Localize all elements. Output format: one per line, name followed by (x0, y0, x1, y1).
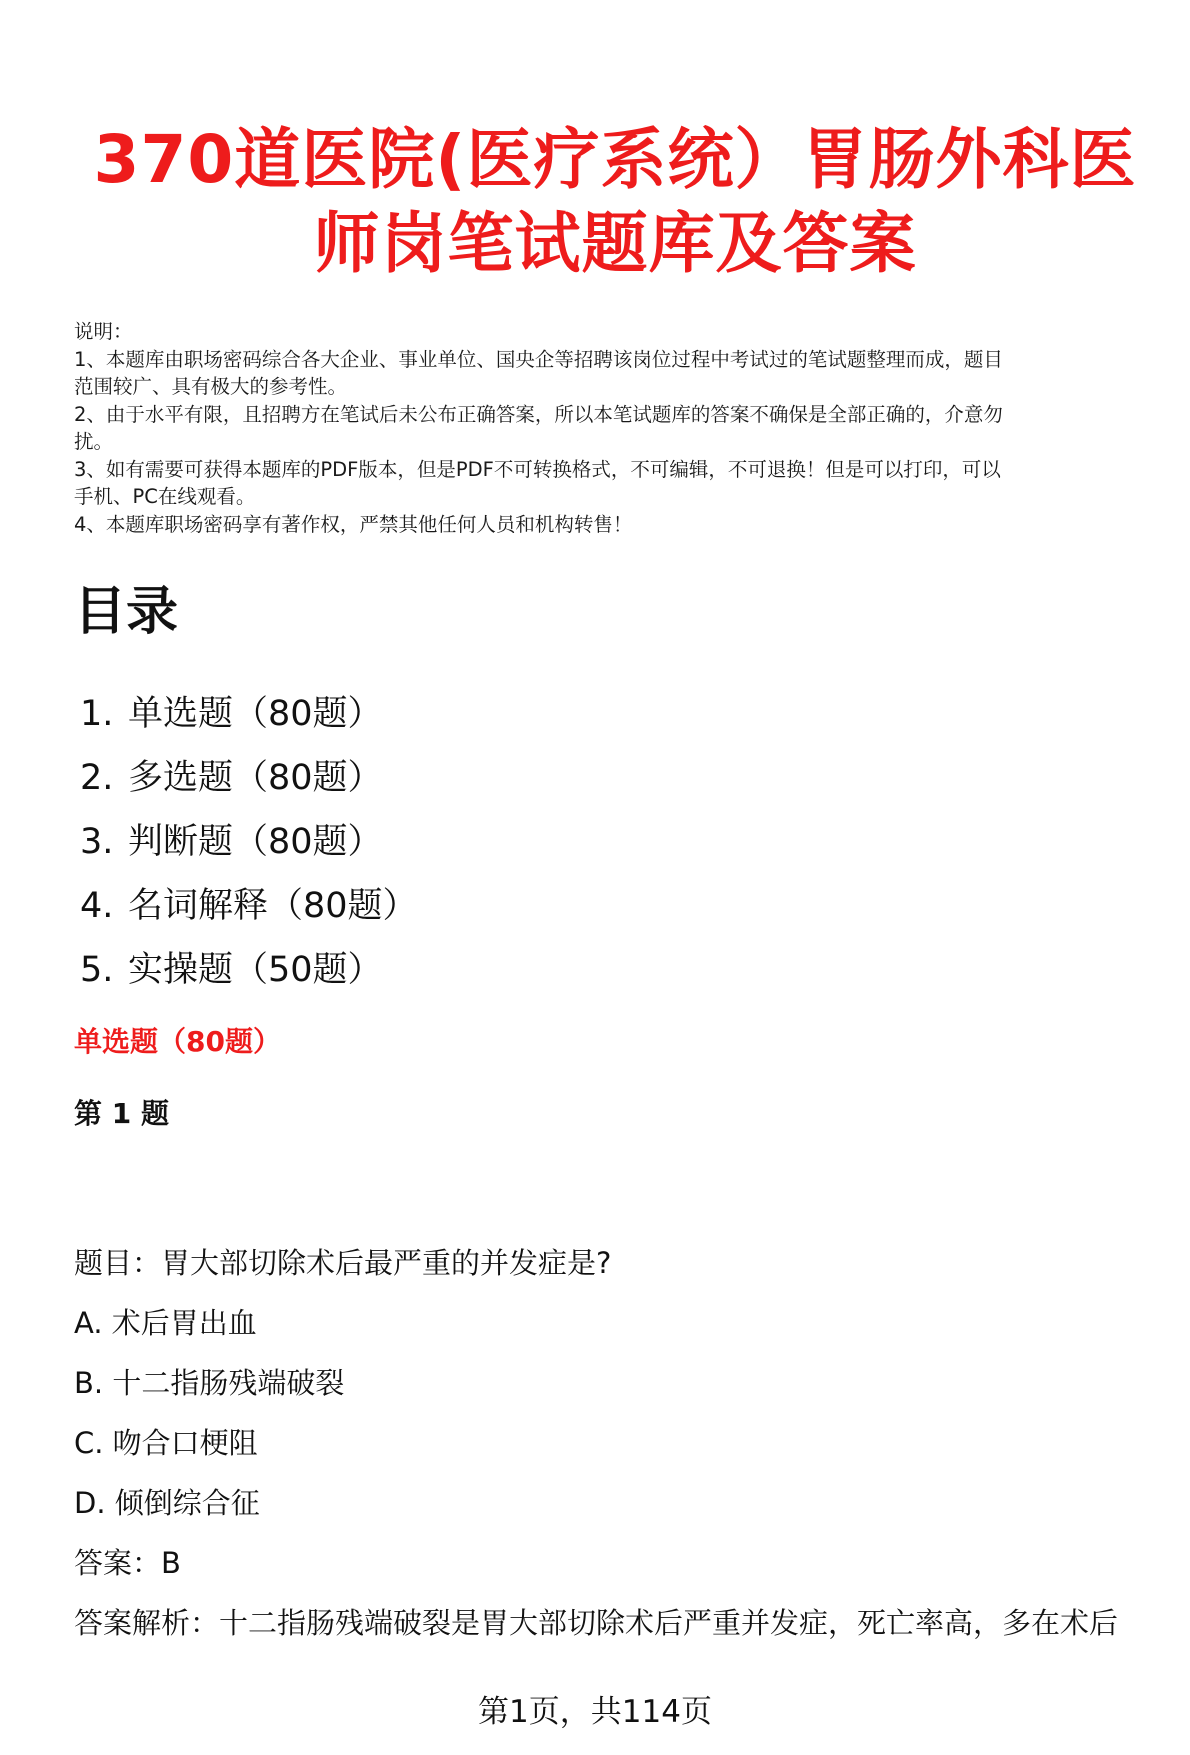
question-number: 第 1 题 (74, 1097, 169, 1130)
toc-item-label: 名词解释（80题） (128, 886, 418, 926)
option-d: D. 倾倒综合征 (74, 1486, 260, 1520)
toc-item[interactable] (80, 746, 418, 810)
title-line-1: 370道医院(医疗系统）胃肠外科医 (93, 121, 1137, 198)
question-text: 题目：胃大部切除术后最严重的并发症是? (74, 1246, 612, 1280)
toc-item-label: 判断题（80题） (128, 822, 383, 862)
note-line: 说明： (74, 320, 133, 343)
note-line: 1、本题库由职场密码综合各大企业、事业单位、国央企等招聘该岗位过程中考试过的笔试题整理而成，题目 (74, 347, 1003, 371)
toc-item[interactable] (80, 682, 418, 746)
question-block (74, 1243, 1164, 1663)
note-line: 4、本题库职场密码享有著作权，严禁其他任何人员和机构转售！ (74, 512, 633, 536)
toc-item-number: 4. (80, 886, 114, 926)
option-a: A. 术后胃出血 (74, 1306, 257, 1340)
toc-item-number: 1. (80, 694, 114, 734)
note-line: 扰。 (74, 430, 114, 453)
toc-heading: 目录 (74, 582, 179, 642)
instructions-block (74, 318, 1154, 538)
toc-item[interactable] (80, 938, 418, 1002)
toc-item-number: 2. (80, 758, 114, 798)
option-b: B. 十二指肠残端破裂 (74, 1366, 345, 1400)
answer-explanation: 答案解析：十二指肠残端破裂是胃大部切除术后严重并发症，死亡率高，多在术后 (74, 1606, 1119, 1640)
document-title (60, 118, 1170, 286)
note-line: 范围较广、具有极大的参考性。 (74, 375, 348, 398)
toc-item-number: 5. (80, 950, 114, 990)
toc-item-label: 多选题（80题） (128, 758, 383, 798)
section-title: 单选题（80题） (74, 1025, 281, 1058)
note-line: 手机、PC在线观看。 (74, 485, 256, 508)
answer-text: 答案：B (74, 1546, 181, 1580)
option-c: C. 吻合口梗阻 (74, 1426, 258, 1460)
page-footer: 第1页，共114页 (478, 1694, 712, 1730)
toc-item-label: 单选题（80题） (128, 694, 383, 734)
toc-item-number: 3. (80, 822, 114, 862)
toc-item-label: 实操题（50题） (128, 950, 383, 990)
note-line: 2、由于水平有限，且招聘方在笔试后未公布正确答案，所以本笔试题库的答案不确保是全部正确的，介意勿 (74, 402, 1003, 426)
toc-item[interactable] (80, 810, 418, 874)
toc-item[interactable] (80, 874, 418, 938)
title-line-2: 师岗笔试题库及答案 (313, 205, 917, 282)
table-of-contents (80, 682, 418, 1002)
note-line: 3、如有需要可获得本题库的PDF版本，但是PDF不可转换格式，不可编辑，不可退换！但是可以打印，可以 (74, 457, 1001, 481)
